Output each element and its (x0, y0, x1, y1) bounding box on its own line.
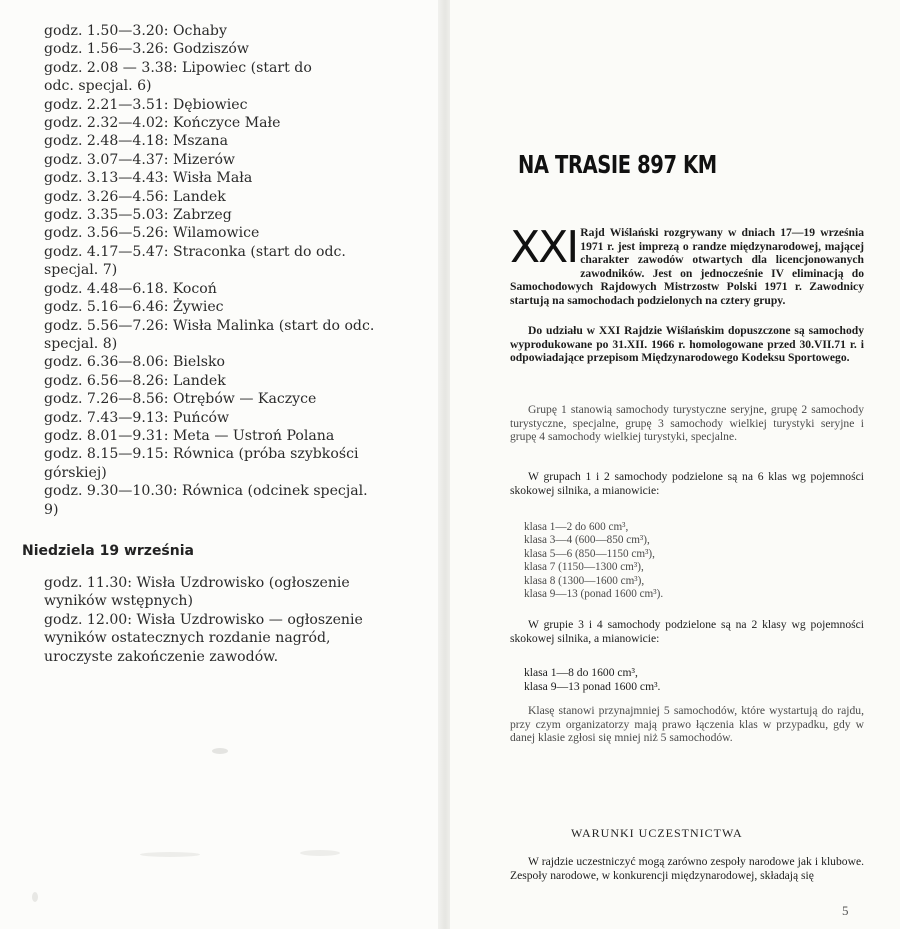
schedule-item: godz. 5.56—7.26: Wisła Malinka (start do odc. specjal. 8) (44, 317, 375, 352)
class-item: klasa 9—13 (ponad 1600 cm³). (524, 588, 664, 601)
scan-blot (212, 748, 228, 754)
schedule-item: godz. 3.13—4.43: Wisła Mała (44, 170, 253, 187)
schedule-item: godz. 5.16—6.46: Żywiec (44, 299, 224, 316)
classes-34-paragraph: W grupie 3 i 4 samochody podzielone są na 2 klasy wg pojemności skokowej silnika, a mianowicie: (510, 618, 864, 645)
page-number: 5 (842, 903, 849, 918)
schedule-item: godz. 4.17—5.47: Straconka (start do odc. specjal. 7) (44, 243, 346, 279)
schedule-item: godz. 6.56—8.26: Landek (44, 372, 226, 389)
class-item: klasa 8 (1300—1600 cm³), (524, 574, 645, 587)
classes-12-list (524, 521, 663, 601)
class-item: klasa 7 (1150—1300 cm³), (524, 561, 644, 574)
sunday-heading: Niedziela 19 września (22, 543, 194, 559)
schedule-item: godz. 2.21—3.51: Dębiowiec (44, 96, 248, 113)
schedule-item: godz. 3.07—4.37: Mizerów (44, 151, 235, 168)
groups-paragraph: Grupę 1 stanowią samochody turystyczne seryjne, grupę 2 samochody turystyczne, specjalne, grupę 3 samochody wielkiej turystyki seryjne i grupę 4 samochody wielkiej turystyki, specjalne. (510, 403, 864, 444)
schedule-item: godz. 1.50—3.20: Ochaby (44, 23, 227, 39)
schedule-item: godz. 8.15—9.15: Równica (próba szybkości górskiej) (44, 446, 359, 481)
intro-paragraph (510, 222, 864, 308)
scan-blot (140, 852, 200, 857)
eligibility-paragraph: Do udziału w XXI Rajdzie Wiślańskim dopuszczone są samochody wyprodukowane po 31.XII. 1966 r. homologowane przed 30.VII.71 r. i odpowiadające przepisom Międzynarodowego Kodeksu Sportowego. (510, 324, 864, 365)
classes-34-list (524, 666, 660, 694)
class-item: klasa 1—2 do 600 cm³, (524, 521, 629, 533)
right-page (450, 0, 900, 929)
schedule-item: godz. 2.08 — 3.38: Lipowiec (start do odc. specjal. 6) (44, 59, 312, 95)
schedule-item: godz. 3.26—4.56: Landek (44, 188, 226, 205)
scan-blot (32, 892, 38, 902)
schedule-item: godz. 4.48—6.18. Kocoń (44, 280, 217, 297)
schedule-item: godz. 2.48—4.18: Mszana (44, 133, 228, 150)
minimum-paragraph: Klasę stanowi przynajmniej 5 samochodów, które wystartują do rajdu, przy czym organizatorzy mają prawo łączenia klas w przypadku, gdy w danej klasie zgłosi się mniej niż 5 samochodów. (510, 704, 864, 745)
conditions-paragraph: W rajdzie uczestniczyć mogą zarówno zespoły narodowe jak i klubowe. Zespoły narodowe, w konkurencji międzynarodowej, składają się (510, 855, 864, 882)
schedule-item: godz. 3.35—5.03: Zabrzeg (44, 207, 232, 224)
schedule-item: godz. 2.32—4.02: Kończyce Małe (44, 115, 281, 132)
schedule-item: godz. 7.26—8.56: Otrębów — Kaczyce (44, 391, 317, 408)
sunday-schedule (44, 574, 384, 666)
schedule-item: godz. 1.56—3.26: Godziszów (44, 41, 249, 58)
schedule-item: godz. 6.36—8.06: Bielsko (44, 354, 225, 371)
headline: NA TRASIE 897 KM (518, 150, 717, 179)
classes-12-paragraph: W grupach 1 i 2 samochody podzielone są na 6 klas wg pojemności skokowej silnika, a mianowicie: (510, 470, 864, 497)
class-item: klasa 3—4 (600—850 cm³), (524, 534, 650, 547)
schedule-item: godz. 8.01—9.31: Meta — Ustroń Polana (44, 427, 335, 444)
class-item: klasa 1—8 do 1600 cm³, (524, 666, 638, 679)
section-title: WARUNKI UCZESTNICTWA (571, 826, 743, 840)
scan-blot (300, 850, 340, 856)
drop-cap: XXI (510, 222, 578, 273)
intro-text: Rajd Wiślański rozgrywany w dniach 17—19 września 1971 r. jest imprezą o randze międzynarodowej, mającej charakter zawodów otwartych dla licencjonowanych zawodników. Jest on jednocześnie IV eliminacją do Samochodowych Rajdowych Mistrzostw Polski 1971 r. Zawodnicy startują na samochodach podzielonych na cztery grupy. (510, 226, 864, 307)
schedule-item: godz. 3.56—5.26: Wilamowice (44, 225, 260, 242)
sunday-item: godz. 12.00: Wisła Uzdrowisko — ogłoszenie wyników ostatecznych rozdanie nagród, uroczyste zakończenie zawodów. (44, 611, 363, 665)
class-item: klasa 9—13 ponad 1600 cm³. (524, 679, 661, 693)
sunday-item: godz. 11.30: Wisła Uzdrowisko (ogłoszenie wyników wstępnych) (44, 575, 350, 610)
schedule-list (44, 22, 384, 519)
schedule-item: godz. 7.43—9.13: Puńców (44, 409, 230, 426)
schedule-item: godz. 9.30—10.30: Równica (odcinek specjal. 9) (44, 483, 368, 518)
class-item: klasa 5—6 (850—1150 cm³), (524, 547, 655, 560)
